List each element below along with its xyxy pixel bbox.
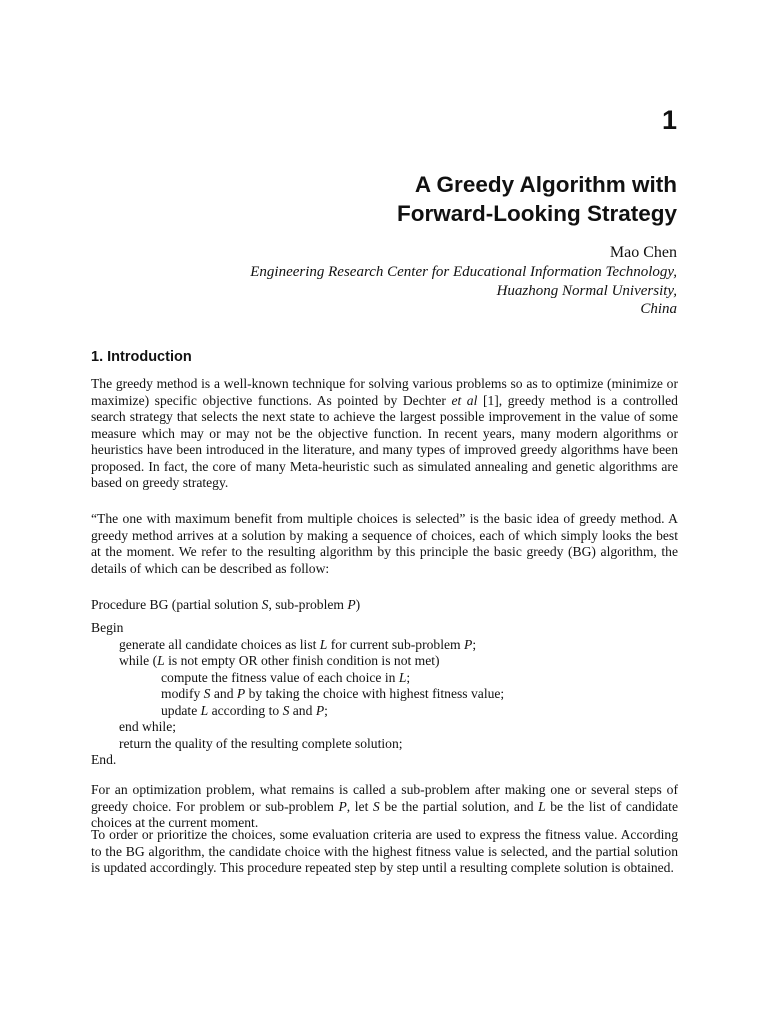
paragraph (91, 827, 678, 877)
text: and (289, 702, 316, 718)
paragraph-text: To order or prioritize the choices, some evaluation criteria are used to express the fitness value. According to the BG algorithm, the candidate choice with the highest fitness value is selected, and the partial solution is updated accordingly. This procedure repeated step by step until a resulting complete solution is obtained. (91, 827, 678, 875)
var-l: L (319, 636, 328, 652)
text: by taking the choice with highest fitness value; (245, 686, 505, 701)
text: ; (406, 669, 411, 685)
text: ; (472, 636, 477, 652)
author-name: Mao Chen (609, 244, 677, 261)
section-heading: 1. Introduction (91, 349, 192, 365)
algo-begin: Begin (91, 620, 124, 635)
paragraph-text: be the list of candidate choices at the current moment. (91, 798, 678, 830)
affiliation-line-1: Engineering Research Center for Educational Information Technology, (250, 264, 677, 280)
var-p: P (236, 686, 246, 701)
text: ; (324, 702, 328, 718)
text: update (161, 702, 201, 718)
text: generate all candidate choices as list (119, 636, 320, 652)
algo-line (91, 653, 678, 670)
text: according to (208, 702, 283, 718)
algorithm-block (91, 620, 678, 769)
paragraph (91, 782, 678, 832)
var-l: L (398, 669, 407, 685)
var-s: S (372, 798, 380, 814)
chapter-title (117, 170, 677, 228)
var-p: P (315, 702, 325, 718)
algo-end: End. (91, 752, 117, 767)
paragraph-text: [1], greedy method is a controlled search strategy that selects the next state to achieve the largest possible improvement in the value of some measure which may or may not be the objective function. In recent years, many modern algorithms or heuristics have been introduced in the literature, and many types of improved greedy algorithms have been proposed. In fact, the core of many Meta-heuristic such as simulated annealing and genetic algorithms are based on greedy strategy. (91, 392, 678, 490)
var-l: L (157, 653, 165, 668)
text: compute the fitness value of each choice in (161, 669, 399, 685)
var-s: S (261, 597, 269, 612)
algo-line (91, 686, 678, 703)
var-p: P (464, 636, 473, 652)
var-l: L (538, 798, 546, 814)
var-s: S (203, 686, 211, 701)
algo-line (91, 670, 678, 687)
algo-line: end while; (119, 719, 177, 734)
algo-line (91, 703, 678, 720)
algo-line: return the quality of the resulting complete solution; (119, 735, 403, 751)
var-l: L (200, 702, 209, 718)
text: for current sub-problem (327, 636, 465, 652)
paragraph-text: “The one with maximum benefit from multiple choices is selected” is the basic idea of greedy method. A greedy method arrives at a solution by making a sequence of choices, each of which simply looks the best at the moment. We refer to the resulting algorithm by this principle the basic greedy (BG) algorithm, the details of which can be described as follow: (91, 511, 678, 576)
paragraph-text: , let (346, 798, 373, 814)
var-p: P (338, 798, 347, 814)
text: while ( (119, 653, 158, 668)
citation-italic: et al (451, 392, 478, 408)
chapter-title-line-1: A Greedy Algorithm with (414, 172, 677, 197)
author-block (77, 243, 677, 319)
paragraph-text: For an optimization problem, what remains is called a sub-problem after making one or several steps of greedy choice. For problem or sub-problem (91, 782, 678, 814)
var-s: S (282, 702, 290, 718)
chapter-number: 1 (661, 105, 677, 135)
paragraph-text: The greedy method is a well-known technique for solving various problems so as to optimize (minimize or maximize) specific objective functions. As pointed by Dechter (91, 376, 678, 408)
paragraph-text: be the partial solution, and (379, 798, 539, 814)
text: ) (355, 597, 361, 612)
text: modify (161, 686, 204, 701)
chapter-title-line-2: Forward-Looking Strategy (396, 201, 677, 226)
paragraph (91, 511, 678, 577)
text: , sub-problem (268, 597, 348, 612)
var-p: P (347, 597, 356, 612)
paragraph (91, 376, 678, 492)
procedure-signature (91, 597, 678, 614)
algo-line (91, 637, 678, 654)
text: and (210, 686, 237, 701)
affiliation-line-3: China (640, 301, 677, 318)
text: is not empty OR other finish condition is not met) (164, 653, 440, 668)
text: Procedure BG (partial solution (91, 597, 262, 612)
affiliation-line-2: Huazhong Normal University, (496, 282, 677, 299)
